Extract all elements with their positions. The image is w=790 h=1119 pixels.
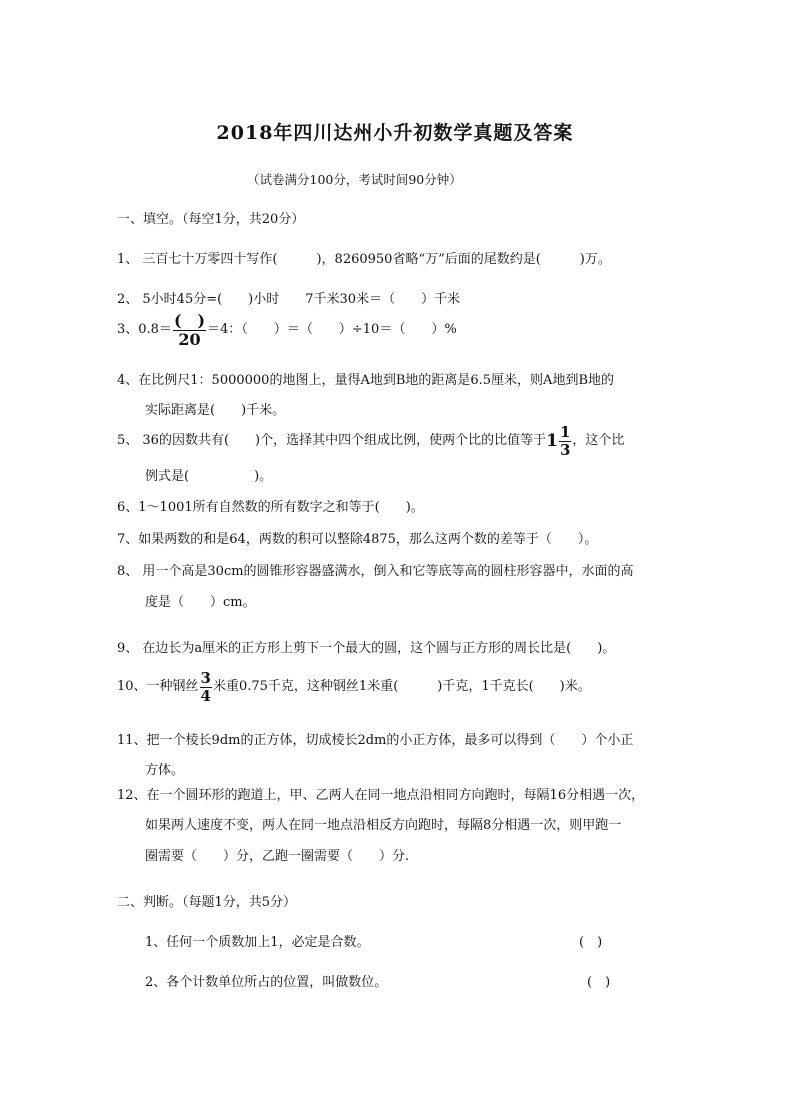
question-4-line1: 4、在比例尺1：5000000的地图上，量得A地到B地的距离是6.5厘米，则A地到B地的 — [117, 373, 614, 388]
question-12-line3: 圈需要（ ）分，乙跑一圈需要（ ）分. — [145, 849, 410, 864]
question-3-fraction — [173, 310, 206, 349]
question-3 — [117, 311, 457, 349]
exam-subtitle: （试卷满分100分，考试时间90分钟） — [247, 172, 462, 187]
question-3-suffix: ＝4：（ ）＝（ ）÷10＝（ ）% — [207, 322, 457, 337]
section1-heading: 一、填空。（每空1分，共20分） — [117, 212, 305, 227]
question-7: 7、如果两数的和是64，两数的积可以整除4875，那么这两个数的差等于（ ）。 — [117, 532, 598, 547]
question-3-prefix: 3、0.8＝ — [117, 322, 172, 337]
question-11-line2: 方体。 — [145, 763, 185, 778]
question-2: 2、 5小时45分=( )小时 7千米30米＝（ ）千米 — [117, 292, 461, 307]
judge-question-1: 1、任何一个质数加上1，必定是合数。 — [145, 935, 370, 950]
question-10-denominator: 4 — [200, 686, 211, 705]
judge-question-2: 2、各个计数单位所占的位置，叫做数位。 — [145, 975, 388, 990]
question-3-numerator: ( ) — [173, 310, 206, 330]
question-5 — [117, 422, 624, 460]
question-11-line1: 11、把一个棱长9dm的正方体，切成棱长2dm的小正方体，最多可以得到（ ）个小正 — [117, 733, 634, 748]
question-9: 9、 在边长为a厘米的正方形上剪下一个最大的圆，这个圆与正方形的周长比是( )。 — [117, 641, 616, 656]
question-12-line1: 12、在一个圆环形的跑道上，甲、乙两人在同一地点沿相同方向跑时，每隔16分相遇一次， — [117, 788, 645, 803]
question-8-line1: 8、 用一个高是30cm的圆锥形容器盛满水，倒入和它等底等高的圆柱形容器中，水面的高 — [117, 564, 634, 579]
question-12-line2: 如果两人速度不变，两人在同一地点沿相反方向跑时，每隔8分相遇一次，则甲跑一 — [145, 818, 622, 833]
question-1: 1、 三百七十万零四十写作( )，8260950省略“万”后面的尾数约是( )万。 — [117, 252, 611, 267]
question-5-suffix: ，这个比 — [572, 433, 625, 448]
question-10 — [117, 667, 591, 707]
question-10-prefix: 10、一种钢丝 — [117, 679, 199, 694]
question-5-denominator: 3 — [559, 440, 571, 459]
question-10-fraction — [200, 668, 212, 705]
question-5-fraction — [559, 422, 571, 459]
page-title: 2018年四川达州小升初数学真题及答案 — [216, 122, 574, 144]
question-8-line2: 度是（ ）cm。 — [145, 595, 256, 610]
question-10-suffix: 米重0.75千克，这种钢丝1米重( )千克，1千克长( )米。 — [212, 679, 591, 694]
judge-answer-bracket-1: ( ) — [579, 935, 603, 950]
question-5-prefix: 5、 36的因数共有( )个，选择其中四个组成比例，使两个比的比值等于 — [117, 433, 547, 448]
question-6: 6、1～1001所有自然数的所有数字之和等于( )。 — [117, 500, 424, 515]
question-5-whole: 1 — [546, 431, 558, 451]
question-3-denominator: 20 — [173, 330, 206, 348]
question-5-line2: 例式是( )。 — [145, 469, 273, 484]
question-4-line2: 实际距离是( )千米。 — [145, 403, 286, 418]
section2-heading: 二、判断。（每题1分，共5分） — [117, 895, 297, 910]
judge-answer-bracket-2: ( ) — [587, 975, 611, 990]
question-5-numerator: 1 — [559, 422, 571, 441]
question-10-numerator: 3 — [200, 668, 211, 687]
